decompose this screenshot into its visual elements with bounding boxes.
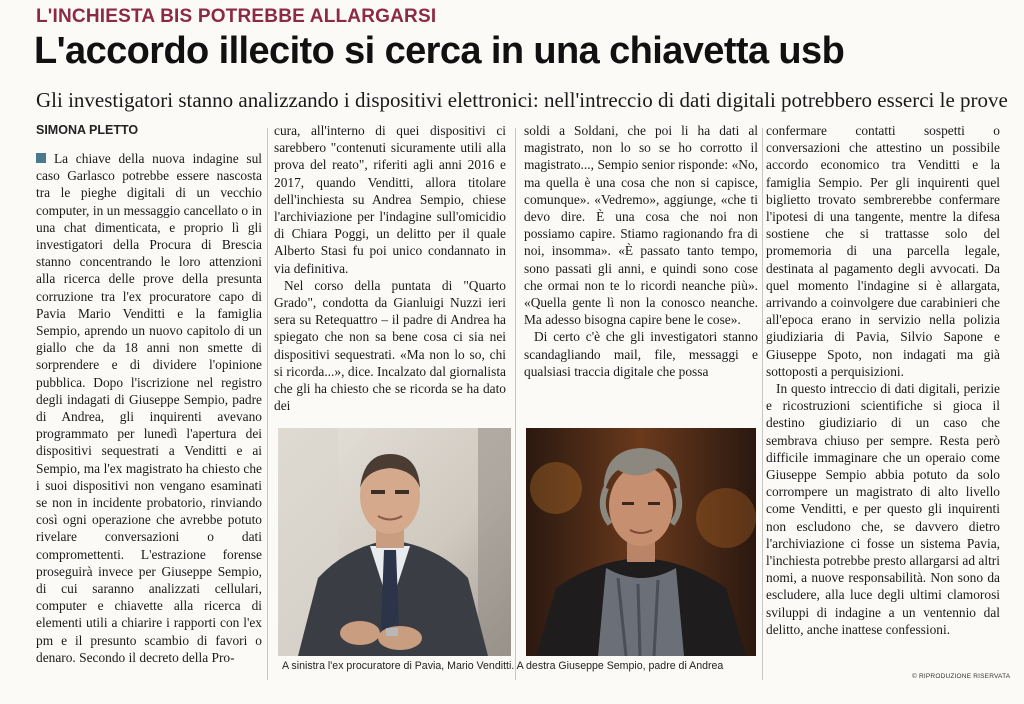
- byline: SIMONA PLETTO: [36, 123, 139, 137]
- paragraph: In questo intreccio di dati digitali, perizie e ricostruzioni scientifiche si gioca il destino giudiziario di un caso che sembrava chiuso per sempre. Resta però difficile immaginare che un operaio come Giuseppe Sempio abbia potuto da solo corrompere un magistrato di alto livello come Venditti, e per questo gli inquirenti non escludono che, se davvero dietro l'archiviazione ci fosse un sistema Pavia, l'inchiesta potrebbe presto allargarsi ad altri nomi, a nuove responsabilità. Non sono da escludere, alla luce degli ultimi clamorosi sviluppi di indagine a un ventennio dal delitto, anche inattese confessioni.: [766, 381, 1000, 637]
- copyright-notice: © RIPRODUZIONE RISERVATA: [912, 673, 1011, 680]
- article-column-1: [36, 150, 262, 666]
- photo-mario-venditti: [278, 428, 511, 656]
- column-divider: [515, 128, 516, 680]
- subheadline: Gli investigatori stanno analizzando i dispositivi elettronici: nell'intreccio di dati digitali potrebbero esserci le prove: [36, 88, 1008, 112]
- section-marker-icon: [36, 153, 46, 163]
- column-divider: [267, 128, 268, 680]
- paragraph: Nel corso della puntata di "Quarto Grado", condotta da Gianluigi Nuzzi ieri sera su Retequattro – il padre di Andrea ha spiegato che non sa bene cosa ci sia nei dispositivi sequestrati. «Ma non lo so, chi si ricorda...», dice. Incalzato dal giornalista che gli ha chiesto che se ricorda se ha dato dei: [274, 277, 506, 414]
- paragraph: La chiave della nuova indagine sul caso Garlasco potrebbe essere nascosta tra le pieghe digitali di un vecchio computer, in un messaggio cancellato o in una chat dimenticata, e proprio lì gli investigatori della Procura di Brescia stanno concentrando le loro attenzioni alla ricerca delle prove della presunta corruzione tra l'ex procuratore capo di Pavia Mario Venditti e la famiglia Sempio, aprendo un nuovo capitolo di un giallo che da 18 anni non smette di sorprendere e di dividere l'opinione pubblica. Dopo l'iscrizione nel registro degli indagati di Giuseppe Sempio, padre di Andrea, gli inquirenti avevano programmato per lunedì l'apertura dei dispositivi sequestrati a Venditti e ai Sempio, ma l'ex magistrato ha chiesto che i suoi dispositivi non vengano esaminati se non in incidente probatorio, rinviando così ogni operazione che avrebbe potuto rivelare conversazioni o dati compromettenti. L'estrazione forense proseguirà invece per Giuseppe Sempio, di cui saranno analizzati cellulari, computer e chiavette alla ricerca di elementi utili a chiarire i rapporti con l'ex pm e il presunto scambio di favori o denaro. Secondo il decreto della Pro-: [36, 151, 262, 665]
- article-column-4: [766, 122, 1000, 638]
- article-column-3: [524, 122, 758, 380]
- photo-caption: A sinistra l'ex procuratore di Pavia, Mario Venditti. A destra Giuseppe Sempio, padre di Andrea: [282, 660, 724, 672]
- paragraph: confermare contatti sospetti o conversazioni che attestino un possibile accordo economico tra Venditti e la famiglia Sempio. Per gli inquirenti quel biglietto trovato sembrerebbe confermare l'ipotesi di una tangente, mentre la difesa sostiene che si trattasse solo del promemoria di una parcella legale, destinata al pagamento degli avvocati. Da quel momento l'indagine si è allargata, arrivando a coinvolgere due carabinieri che all'epoca erano in servizio nella polizia giudiziaria di Pavia, Silvio Sapone e Giuseppe Spoto, non indagati ma già sottoposti a perquisizioni.: [766, 123, 1000, 379]
- paragraph: Di certo c'è che gli investigatori stanno scandagliando mail, file, messaggi e qualsiasi traccia digitale che possa: [524, 329, 758, 379]
- paragraph: soldi a Soldani, che poi li ha dati al magistrato, non lo so se ho corrotto il magistrato..., Sempio senior risponde: «No, ma quella è una cosa che non si capisce, comunque». «Vedremo», aggiunge, «che ti devo dire. È una cosa che noi non possiamo capire. Stiamo ragionando fra di noi, insomma». «È passato tanto tempo, sono passati gli anni, e quindi sono cose che ormai non te lo ricordi neanche più». «Quella gente lì non la conosco neanche. Ma adesso bisogna capire bene le cose».: [524, 123, 758, 328]
- column-divider: [762, 128, 763, 680]
- headline: L'accordo illecito si cerca in una chiavetta usb: [34, 30, 845, 72]
- photo-giuseppe-sempio: [526, 428, 756, 656]
- section-kicker: L'INCHIESTA BIS POTREBBE ALLARGARSI: [36, 6, 437, 27]
- paragraph: cura, all'interno di quei dispositivi ci sarebbero "contenuti sicuramente utili alla prova del reato", riferiti agli anni 2016 e 2017, quando Venditti, allora titolare dell'inchiesta su Andrea Sempio, chiese l'archiviazione per l'indagine sull'omicidio di Chiara Poggi, un delitto per il quale Alberto Stasi fu poi unico condannato in via definitiva.: [274, 123, 506, 276]
- article-column-2: [274, 122, 506, 414]
